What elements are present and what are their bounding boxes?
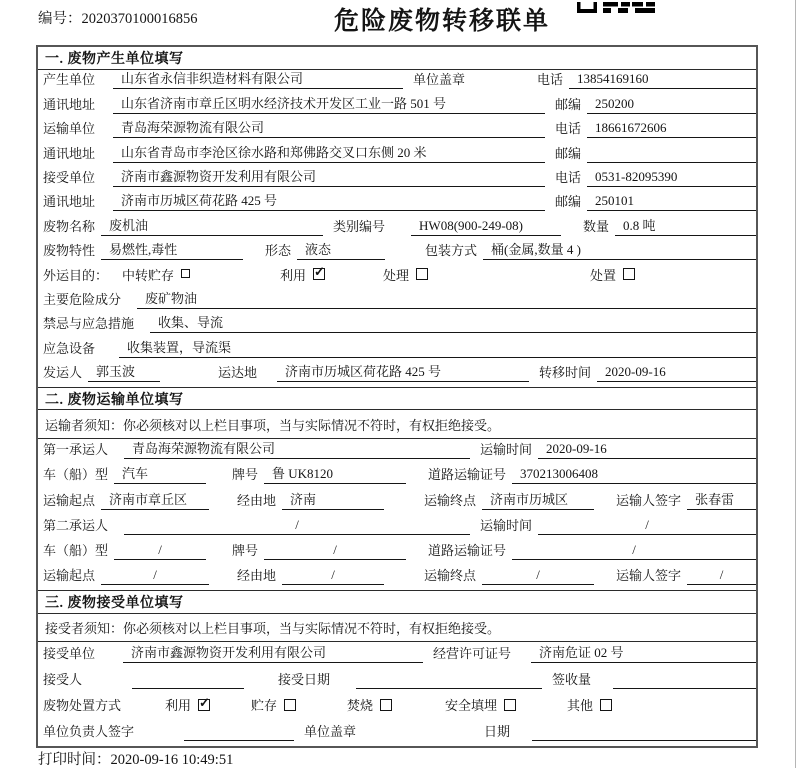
form-row: [38, 119, 756, 143]
field-label: 牌号: [232, 543, 259, 559]
field-value: /: [482, 567, 594, 585]
qr-code-fragment: [577, 0, 657, 11]
unchecked-checkbox-icon: [181, 269, 190, 278]
field-label: 外运目的：: [43, 267, 109, 283]
field-label: 邮编: [555, 145, 582, 161]
field-value: 250200: [587, 96, 756, 114]
form-row: [38, 515, 756, 540]
field-label: 废物处置方式: [43, 698, 122, 714]
checkbox-item: [280, 265, 375, 285]
checkbox-label: 利用: [280, 267, 307, 283]
checkbox-item: [445, 695, 559, 715]
field-value: 收集装置，导流渠: [119, 337, 756, 358]
field-label: 产生单位: [43, 72, 96, 88]
field-label: 运输起点: [43, 568, 96, 584]
form-row: [38, 314, 756, 338]
form-row: [38, 540, 756, 565]
form-row: [38, 642, 756, 668]
print-time: [38, 748, 233, 769]
field-value: 0531-82095390: [587, 169, 756, 187]
field-label: 电话: [555, 121, 582, 137]
field-value: [587, 161, 756, 163]
form-row: [38, 192, 756, 216]
checkbox-label: 其他: [567, 698, 594, 714]
field-label: 禁忌与应急措施: [43, 316, 135, 332]
field-value: 济南市章丘区: [101, 489, 209, 510]
unchecked-checkbox-icon: [416, 268, 428, 280]
form-row: [38, 489, 756, 514]
field-value: 山东省青岛市李沧区徐水路和郑佛路交叉口东侧 20 米: [113, 142, 545, 163]
field-value: 废机油: [101, 215, 323, 236]
field-value: /: [124, 517, 470, 535]
form-row: [38, 464, 756, 489]
section-title: 三. 废物接受单位填写: [38, 590, 756, 614]
field-label: 签收量: [552, 672, 592, 688]
form-row: [38, 70, 756, 94]
field-label: 接受人: [43, 672, 83, 688]
field-value: 液态: [297, 239, 385, 260]
checkbox-item: [251, 695, 339, 715]
field-value: /: [538, 517, 756, 535]
field-value: 济南市历城区荷花路 425 号: [277, 361, 529, 382]
field-value: 易燃性,毒性: [101, 239, 243, 260]
field-value: 济南市鑫源物资开发利用有限公司: [113, 166, 545, 187]
field-value: 汽车: [114, 463, 206, 484]
form-row: [38, 363, 756, 387]
field-value: 张春雷: [687, 489, 756, 510]
field-value: /: [264, 542, 406, 560]
field-label: 运输时间: [480, 442, 533, 458]
field-label: 经由地: [237, 492, 277, 508]
field-label: 车（船）型: [43, 543, 109, 559]
form-row: [38, 143, 756, 167]
section-title: 二. 废物运输单位填写: [38, 387, 756, 410]
checkbox-item: [567, 695, 612, 715]
field-value: 250101: [587, 193, 756, 211]
form-row: [38, 565, 756, 590]
checkbox-label: 中转贮存: [122, 267, 175, 283]
field-label: 日期: [484, 724, 511, 740]
field-value: 青岛海荣源物流有限公司: [113, 117, 545, 138]
serial-value: 2020370100016856: [81, 11, 198, 27]
checkbox-item: [122, 265, 272, 285]
section-notice: 接受者须知：你必须核对以上栏目事项，当与实际情况不符时，有权拒绝接受。: [38, 614, 756, 642]
form-row: [38, 265, 756, 289]
field-value: 鲁 UK8120: [264, 463, 406, 484]
form-table: [36, 45, 758, 748]
serial-label: 编号：: [38, 11, 82, 27]
field-label: 应急设备: [43, 340, 96, 356]
field-value: 山东省济南市章丘区明水经济技术开发区工业一路 501 号: [113, 93, 545, 114]
field-label: 通讯地址: [43, 96, 96, 112]
field-value: /: [101, 567, 209, 585]
unchecked-checkbox-icon: [380, 699, 392, 711]
form-row: [38, 720, 756, 746]
field-value: 废矿物油: [137, 288, 756, 309]
field-label: 车（船）型: [43, 467, 109, 483]
unchecked-checkbox-icon: [504, 699, 516, 711]
form-row: [38, 439, 756, 464]
checked-checkbox-icon: [198, 699, 210, 711]
checkbox-label: 焚烧: [347, 698, 374, 714]
checkbox-item: [383, 265, 582, 285]
field-value: 青岛海荣源物流有限公司: [124, 438, 470, 459]
form-row: [38, 338, 756, 362]
form-row: [38, 668, 756, 694]
form-row: [38, 241, 756, 265]
field-value: 18661672606: [587, 120, 756, 138]
field-value: 济南市鑫源物资开发利用有限公司: [123, 642, 423, 663]
field-label: 包装方式: [425, 243, 478, 259]
page-title: 危险废物转移联单: [333, 8, 550, 35]
field-value: [184, 739, 294, 741]
unchecked-checkbox-icon: [623, 268, 635, 280]
field-label: 经营许可证号: [433, 646, 512, 662]
form-row: [38, 694, 756, 720]
field-label: 运输人签字: [616, 568, 682, 584]
checkbox-label: 贮存: [251, 698, 278, 714]
field-label: 运达地: [218, 365, 258, 381]
unchecked-checkbox-icon: [600, 699, 612, 711]
checkbox-item: [590, 265, 635, 285]
form-row: [38, 216, 756, 240]
field-label: 单位盖章: [304, 724, 357, 740]
checked-checkbox-icon: [313, 268, 325, 280]
print-time-label: 打印时间：: [38, 752, 111, 768]
field-label: 数量: [583, 218, 610, 234]
field-label: 邮编: [555, 96, 582, 112]
field-value: 13854169160: [569, 71, 756, 89]
field-value: 0.8 吨: [615, 215, 756, 236]
field-label: 废物特性: [43, 243, 96, 259]
field-label: 电话: [555, 169, 582, 185]
checkbox-item: [165, 695, 243, 715]
checkbox-label: 处置: [590, 267, 617, 283]
field-label: 道路运输证号: [428, 467, 507, 483]
field-label: 单位负责人签字: [43, 724, 135, 740]
field-value: [132, 687, 244, 689]
field-label: 牌号: [232, 467, 259, 483]
field-label: 类别编号: [333, 218, 386, 234]
field-value: /: [512, 542, 756, 560]
checkbox-label: 利用: [165, 698, 192, 714]
field-label: 运输起点: [43, 492, 96, 508]
field-value: 济南市历城区: [482, 489, 594, 510]
field-label: 通讯地址: [43, 145, 96, 161]
field-value: [613, 687, 756, 689]
form-row: [38, 94, 756, 118]
field-label: 经由地: [237, 568, 277, 584]
field-value: [356, 687, 542, 689]
section-title: 一. 废物产生单位填写: [38, 47, 756, 70]
field-label: 第一承运人: [43, 442, 109, 458]
field-label: 运输终点: [424, 492, 477, 508]
print-time-value: 2020-09-16 10:49:51: [110, 752, 234, 768]
field-label: 单位盖章: [413, 72, 466, 88]
field-label: 运输人签字: [616, 492, 682, 508]
field-label: 第二承运人: [43, 517, 109, 533]
field-label: 转移时间: [539, 365, 592, 381]
field-label: 电话: [537, 72, 564, 88]
field-label: 发运人: [43, 365, 83, 381]
field-label: 形态: [265, 243, 292, 259]
field-label: 运输单位: [43, 121, 96, 137]
field-label: 运输时间: [480, 517, 533, 533]
form-row: [38, 290, 756, 314]
field-label: 主要危险成分: [43, 291, 122, 307]
field-label: 道路运输证号: [428, 543, 507, 559]
field-label: 接受单位: [43, 646, 96, 662]
section-notice: 运输者须知：你必须核对以上栏目事项，当与实际情况不符时，有权拒绝接受。: [38, 410, 756, 439]
field-value: /: [687, 567, 756, 585]
field-label: 通讯地址: [43, 194, 96, 210]
field-label: 邮编: [555, 194, 582, 210]
field-value: /: [282, 567, 384, 585]
field-label: 废物名称: [43, 218, 96, 234]
field-value: 370213006408: [512, 466, 756, 484]
field-value: 济南市历城区荷花路 425 号: [113, 190, 545, 211]
form-row: [38, 168, 756, 192]
checkbox-label: 安全填埋: [445, 698, 498, 714]
field-label: 接受单位: [43, 169, 96, 185]
field-value: 郭玉波: [88, 361, 160, 382]
checkbox-label: 处理: [383, 267, 410, 283]
field-value: 桶(金属,数量 4 ): [483, 239, 756, 260]
field-value: 收集、导流: [150, 312, 756, 333]
field-value: 2020-09-16: [597, 364, 756, 382]
field-label: 接受日期: [278, 672, 331, 688]
field-value: 济南危证 02 号: [531, 642, 756, 663]
field-label: 运输终点: [424, 568, 477, 584]
field-value: /: [114, 542, 206, 560]
field-value: [532, 739, 756, 741]
field-value: 2020-09-16: [538, 441, 756, 459]
field-value: 山东省永信非织造材料有限公司: [113, 68, 403, 89]
field-value: HW08(900-249-08): [411, 218, 561, 236]
field-value: 济南: [282, 489, 384, 510]
unchecked-checkbox-icon: [284, 699, 296, 711]
checkbox-item: [347, 695, 437, 715]
